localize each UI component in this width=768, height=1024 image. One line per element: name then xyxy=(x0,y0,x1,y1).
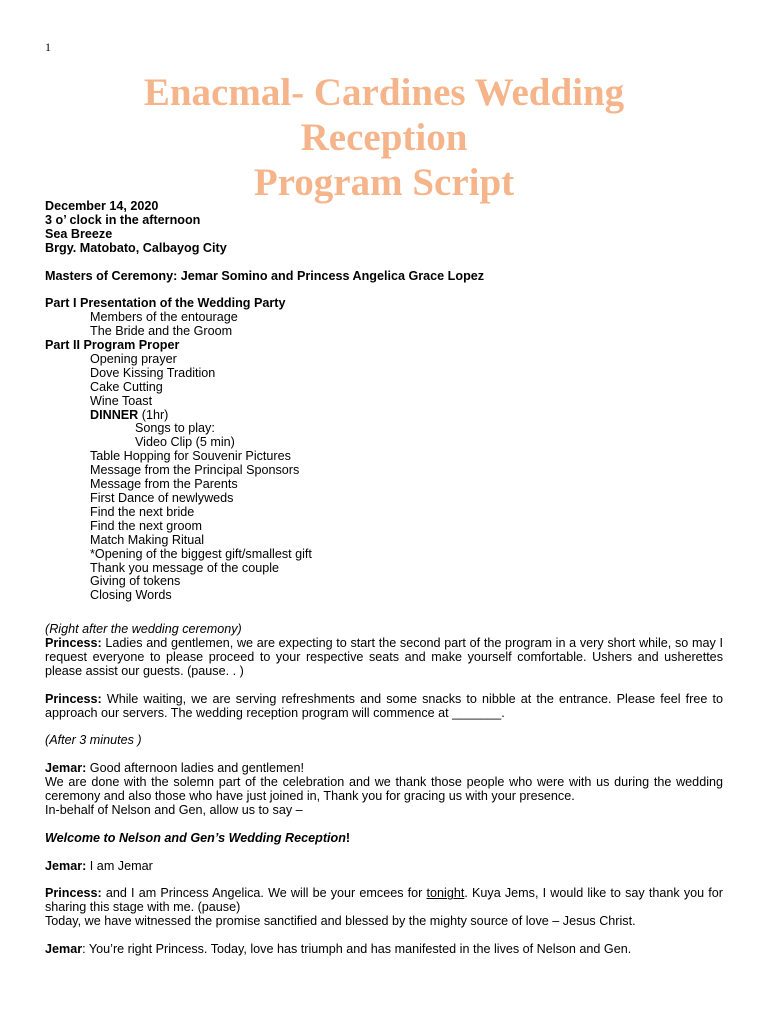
speaker-name: Jemar xyxy=(45,941,83,956)
event-date: December 14, 2020 xyxy=(45,199,159,213)
welcome-mark: ! xyxy=(345,830,351,845)
speech-text: While waiting, we are serving refreshments and some snacks to nibble at the entrance. Please feel free to approach our servers. The wedding reception program will commence at _______. xyxy=(45,691,723,720)
dinner-note: (1hr) xyxy=(138,407,169,422)
sub-item: Video Clip (5 min) xyxy=(135,435,235,450)
list-item: Opening prayer xyxy=(90,351,177,366)
speech-text: Good afternoon ladies and gentlemen! xyxy=(86,761,305,776)
title-line: Program Script xyxy=(253,161,515,204)
script-paragraph xyxy=(45,693,723,721)
stage-note: (After 3 minutes ) xyxy=(45,733,142,748)
list-item: Wine Toast xyxy=(90,393,153,408)
list-item: *Opening of the biggest gift/smallest gift xyxy=(90,546,312,561)
speech-text: We are done with the solemn part of the celebration and we thank those people who were with us during the wedding ceremony and also those who have just joined in, Thank you for gracing us with your presence. xyxy=(45,775,723,804)
speech-text: In-behalf of Nelson and Gen, allow us to say – xyxy=(45,802,303,817)
speaker-name: Princess: xyxy=(45,636,102,651)
list-item: Dove Kissing Tradition xyxy=(90,365,216,380)
script-paragraph xyxy=(45,637,723,679)
speaker-name: Princess: xyxy=(45,691,102,706)
list-item-dinner xyxy=(45,409,723,423)
speech-text: : You’re right Princess. Today, love has triumph and has manifested in the lives of Nelson and Gen. xyxy=(82,941,632,956)
list-item: Find the next groom xyxy=(90,518,203,533)
list-item: Message from the Principal Sponsors xyxy=(90,463,300,478)
script-paragraph xyxy=(45,762,723,776)
list-item: Giving of tokens xyxy=(90,574,181,589)
speaker-name: Jemar: xyxy=(45,858,87,873)
speech-text: and I am Princess Angelica. We will be your emcees for xyxy=(101,886,427,901)
list-item: First Dance of newlyweds xyxy=(90,491,234,505)
title-line: Enacmal- Cardines Wedding xyxy=(143,71,625,114)
list-item: Thank you message of the couple xyxy=(90,560,280,575)
list-item: Message from the Parents xyxy=(90,477,238,492)
document-title xyxy=(0,70,768,205)
dinner-label: DINNER xyxy=(90,407,139,422)
script-paragraph xyxy=(45,860,723,874)
event-location: Brgy. Matobato, Calbayog City xyxy=(45,240,227,255)
speech-text: I am Jemar xyxy=(86,858,153,873)
underlined-word: tonight xyxy=(426,886,465,901)
title-line: Reception xyxy=(300,116,468,159)
part1-title: Part I Presentation of the Wedding Party xyxy=(45,296,286,311)
welcome-line xyxy=(45,832,723,846)
speaker-name: Princess: xyxy=(45,886,102,901)
script-paragraph xyxy=(45,887,723,915)
page-number: 1 xyxy=(45,40,51,54)
masters-of-ceremony: Masters of Ceremony: Jemar Somino and Princess Angelica Grace Lopez xyxy=(45,268,485,283)
speech-text: . Kuya Jems, I would like to say thank you for sharing this stage with me. (pause) xyxy=(45,886,723,915)
list-item: Members of the entourage xyxy=(90,310,238,325)
speech-text: Today, we have witnessed the promise sanctified and blessed by the mighty source of love – Jesus Christ. xyxy=(45,914,636,929)
list-item: Closing Words xyxy=(90,588,172,603)
script-paragraph xyxy=(45,943,723,957)
welcome-text: Welcome to Nelson and Gen’s Wedding Reception xyxy=(45,830,346,845)
list-item: Cake Cutting xyxy=(90,379,163,394)
event-time: 3 o’ clock in the afternoon xyxy=(45,212,201,227)
speech-text: Ladies and gentlemen, we are expecting to start the second part of the program in a very short while, so may I request everyone to please proceed to your respective seats and make yourself comfortable. Ushers and usherettes please assist our guests. (pause. . ) xyxy=(45,636,723,678)
event-venue: Sea Breeze xyxy=(45,226,113,241)
part2-title: Part II Program Proper xyxy=(45,338,180,353)
list-item: Table Hopping for Souvenir Pictures xyxy=(90,449,291,464)
list-item: The Bride and the Groom xyxy=(90,324,233,339)
list-item: Match Making Ritual xyxy=(90,532,205,547)
stage-note: (Right after the wedding ceremony) xyxy=(45,622,242,637)
sub-item: Songs to play: xyxy=(135,421,215,436)
list-item: Find the next bride xyxy=(90,504,195,519)
speaker-name: Jemar: xyxy=(45,761,87,776)
document-body xyxy=(45,200,723,957)
